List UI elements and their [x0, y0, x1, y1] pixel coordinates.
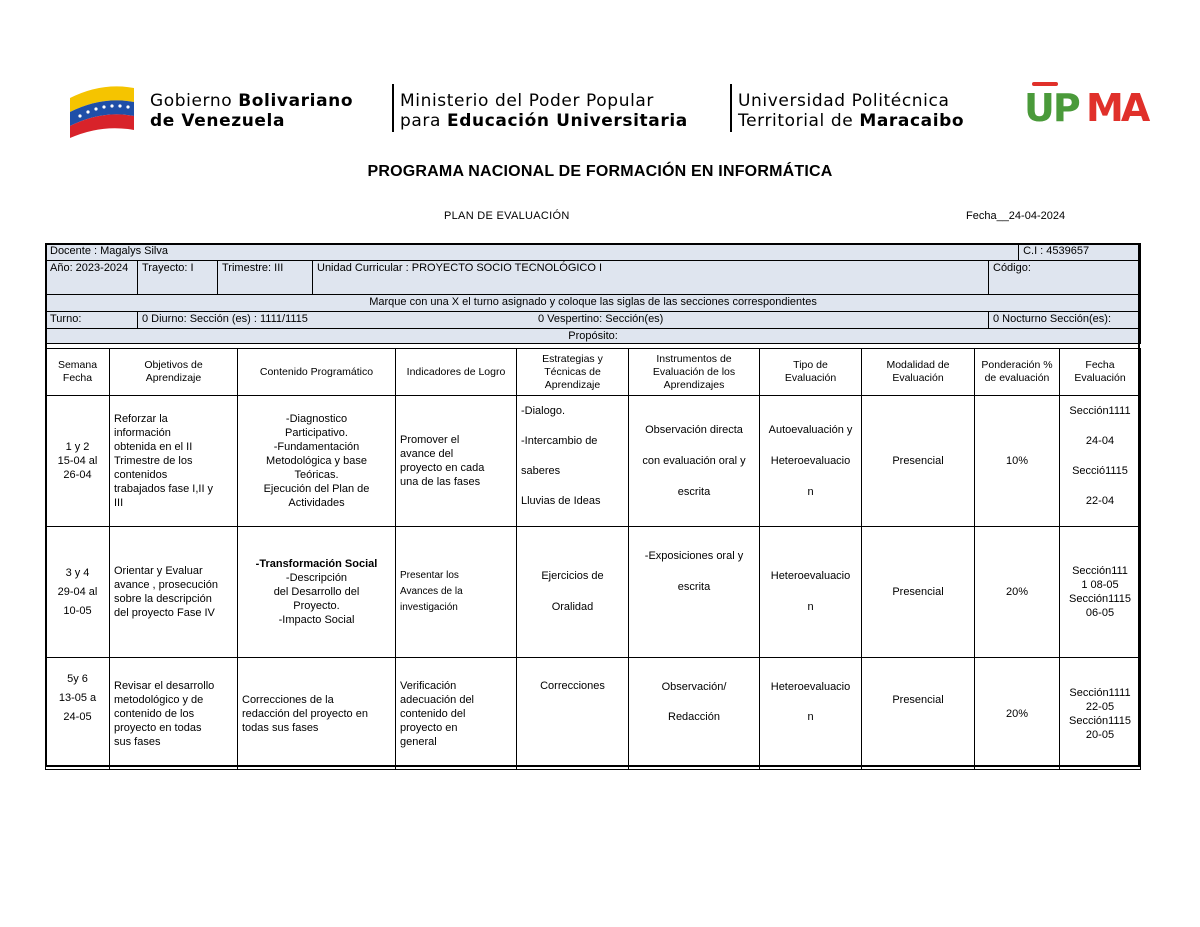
- anio-cell: Año: 2023-2024: [46, 261, 138, 295]
- tipo-cell: Autoevaluación y Heteroevaluacio n: [760, 396, 862, 527]
- header-divider: [392, 84, 394, 132]
- indicadores-cell: Verificación adecuación del contenido del proyecto en general: [396, 658, 517, 770]
- indicadores-cell: Presentar los Avances de la investigación: [396, 527, 517, 658]
- column-header: Instrumentos de Evaluación de los Aprendizajes: [629, 349, 760, 396]
- column-header: Contenido Programático: [238, 349, 396, 396]
- contenido-text: -Descripción del Desarrollo del Proyecto. -Impacto Social: [273, 572, 360, 626]
- contenido-cell: [238, 527, 396, 658]
- column-header: Fecha Evaluación: [1060, 349, 1141, 396]
- turno-label: Turno:: [46, 312, 138, 329]
- table-row: [46, 527, 1141, 658]
- university-label: Universidad Politécnica Territorial de Maracaibo: [738, 91, 965, 131]
- nocturno-option: 0 Nocturno Sección(es):: [989, 312, 1141, 329]
- estrategias-cell: -Dialogo. -Intercambio de saberes Lluvias de Ideas: [517, 396, 629, 527]
- proposito-cell: Propósito:: [46, 329, 1141, 344]
- fecha-evaluacion-cell: Sección111 1 08-05 Sección1115 06-05: [1060, 527, 1141, 658]
- instruction-row: [46, 295, 1141, 312]
- ci-cell: C.I : 4539657: [1019, 244, 1141, 261]
- objetivos-cell: Reforzar la información obtenida en el II Trimestre de los contenidos trabajados fase I,II y III: [110, 396, 238, 527]
- docente-cell: Docente : Magalys Silva: [46, 244, 1019, 261]
- column-header: Modalidad de Evaluación: [862, 349, 975, 396]
- ponderacion-cell: 10%: [975, 396, 1060, 527]
- institutional-header: [66, 74, 1146, 138]
- column-header: Tipo de Evaluación: [760, 349, 862, 396]
- table-header-row: [46, 349, 1141, 396]
- docente-row: [46, 244, 1141, 261]
- instrumentos-cell: Observación/ Redacción: [629, 658, 760, 770]
- column-header: Semana Fecha: [46, 349, 110, 396]
- semana-cell: 1 y 2 15-04 al 26-04: [46, 396, 110, 527]
- column-header: Objetivos de Aprendizaje: [110, 349, 238, 396]
- instruction-cell: Marque con una X el turno asignado y coloque las siglas de las secciones correspondientes: [46, 295, 1141, 312]
- modalidad-cell: Presencial: [862, 396, 975, 527]
- table-row: [46, 658, 1141, 770]
- trayecto-cell: Trayecto: I: [138, 261, 218, 295]
- evaluation-table: [45, 348, 1141, 770]
- contenido-bold: -Transformación Social: [255, 558, 378, 570]
- fecha-evaluacion-cell: Sección1111 22-05 Sección1115 20-05: [1060, 658, 1141, 770]
- indicadores-cell: Promover el avance del proyecto en cada una de las fases: [396, 396, 517, 527]
- modalidad-cell: Presencial: [862, 527, 975, 658]
- diurno-option: 0 Diurno: Sección (es) : 1111/1115: [142, 313, 308, 325]
- uptma-logo-ma: MA: [1086, 86, 1148, 130]
- modalidad-cell: Presencial: [862, 658, 975, 770]
- unidad-curricular-cell: Unidad Curricular : PROYECTO SOCIO TECNOLÓGICO I: [313, 261, 989, 295]
- instrumentos-cell: Observación directa con evaluación oral y escrita: [629, 396, 760, 527]
- uptma-logo-up: UP: [1024, 86, 1079, 130]
- government-label: Gobierno Bolivariano de Venezuela: [150, 91, 354, 131]
- semana-cell: 5y 6 13-05 a 24-05: [46, 658, 110, 770]
- venezuela-flag-icon: [66, 76, 138, 138]
- semana-cell: 3 y 4 29-04 al 10-05: [46, 527, 110, 658]
- contenido-cell: -Diagnostico Participativo. -Fundamentación Metodológica y base Teóricas. Ejecución del Plan de Actividades: [238, 396, 396, 527]
- estrategias-cell: Ejercicios de Oralidad: [517, 527, 629, 658]
- estrategias-cell: Correcciones: [517, 658, 629, 770]
- ponderacion-cell: 20%: [975, 658, 1060, 770]
- objetivos-cell: Revisar el desarrollo metodológico y de contenido de los proyecto en todas sus fases: [110, 658, 238, 770]
- trimestre-cell: Trimestre: III: [218, 261, 313, 295]
- vespertino-option: 0 Vespertino: Sección(es): [538, 313, 664, 325]
- ministry-label: Ministerio del Poder Popular para Educación Universitaria: [400, 91, 688, 131]
- tipo-cell: Heteroevaluacio n: [760, 658, 862, 770]
- turno-options: [138, 312, 989, 329]
- document-date: Fecha__24-04-2024: [966, 210, 1066, 222]
- column-header: Ponderación % de evaluación: [975, 349, 1060, 396]
- codigo-cell: Código:: [989, 261, 1141, 295]
- info-table: [45, 243, 1141, 344]
- fecha-evaluacion-cell: Sección1111 24-04 Secció1115 22-04: [1060, 396, 1141, 527]
- header-divider: [730, 84, 732, 132]
- table-row: [46, 396, 1141, 527]
- instrumentos-cell: -Exposiciones oral y escrita: [629, 527, 760, 658]
- column-header: Estrategias y Técnicas de Aprendizaje: [517, 349, 629, 396]
- document-subtitle: PLAN DE EVALUACIÓN: [444, 210, 570, 222]
- contenido-cell: Correcciones de la redacción del proyecto en todas sus fases: [238, 658, 396, 770]
- curricular-row: [46, 261, 1141, 295]
- page-title: PROGRAMA NACIONAL DE FORMACIÓN EN INFORMÁTICA: [367, 163, 833, 180]
- turno-row: [46, 312, 1141, 329]
- objetivos-cell: Orientar y Evaluar avance , prosecución sobre la descripción del proyecto Fase IV: [110, 527, 238, 658]
- ponderacion-cell: 20%: [975, 527, 1060, 658]
- tipo-cell: Heteroevaluacio n: [760, 527, 862, 658]
- proposito-row: [46, 329, 1141, 344]
- column-header: Indicadores de Logro: [396, 349, 517, 396]
